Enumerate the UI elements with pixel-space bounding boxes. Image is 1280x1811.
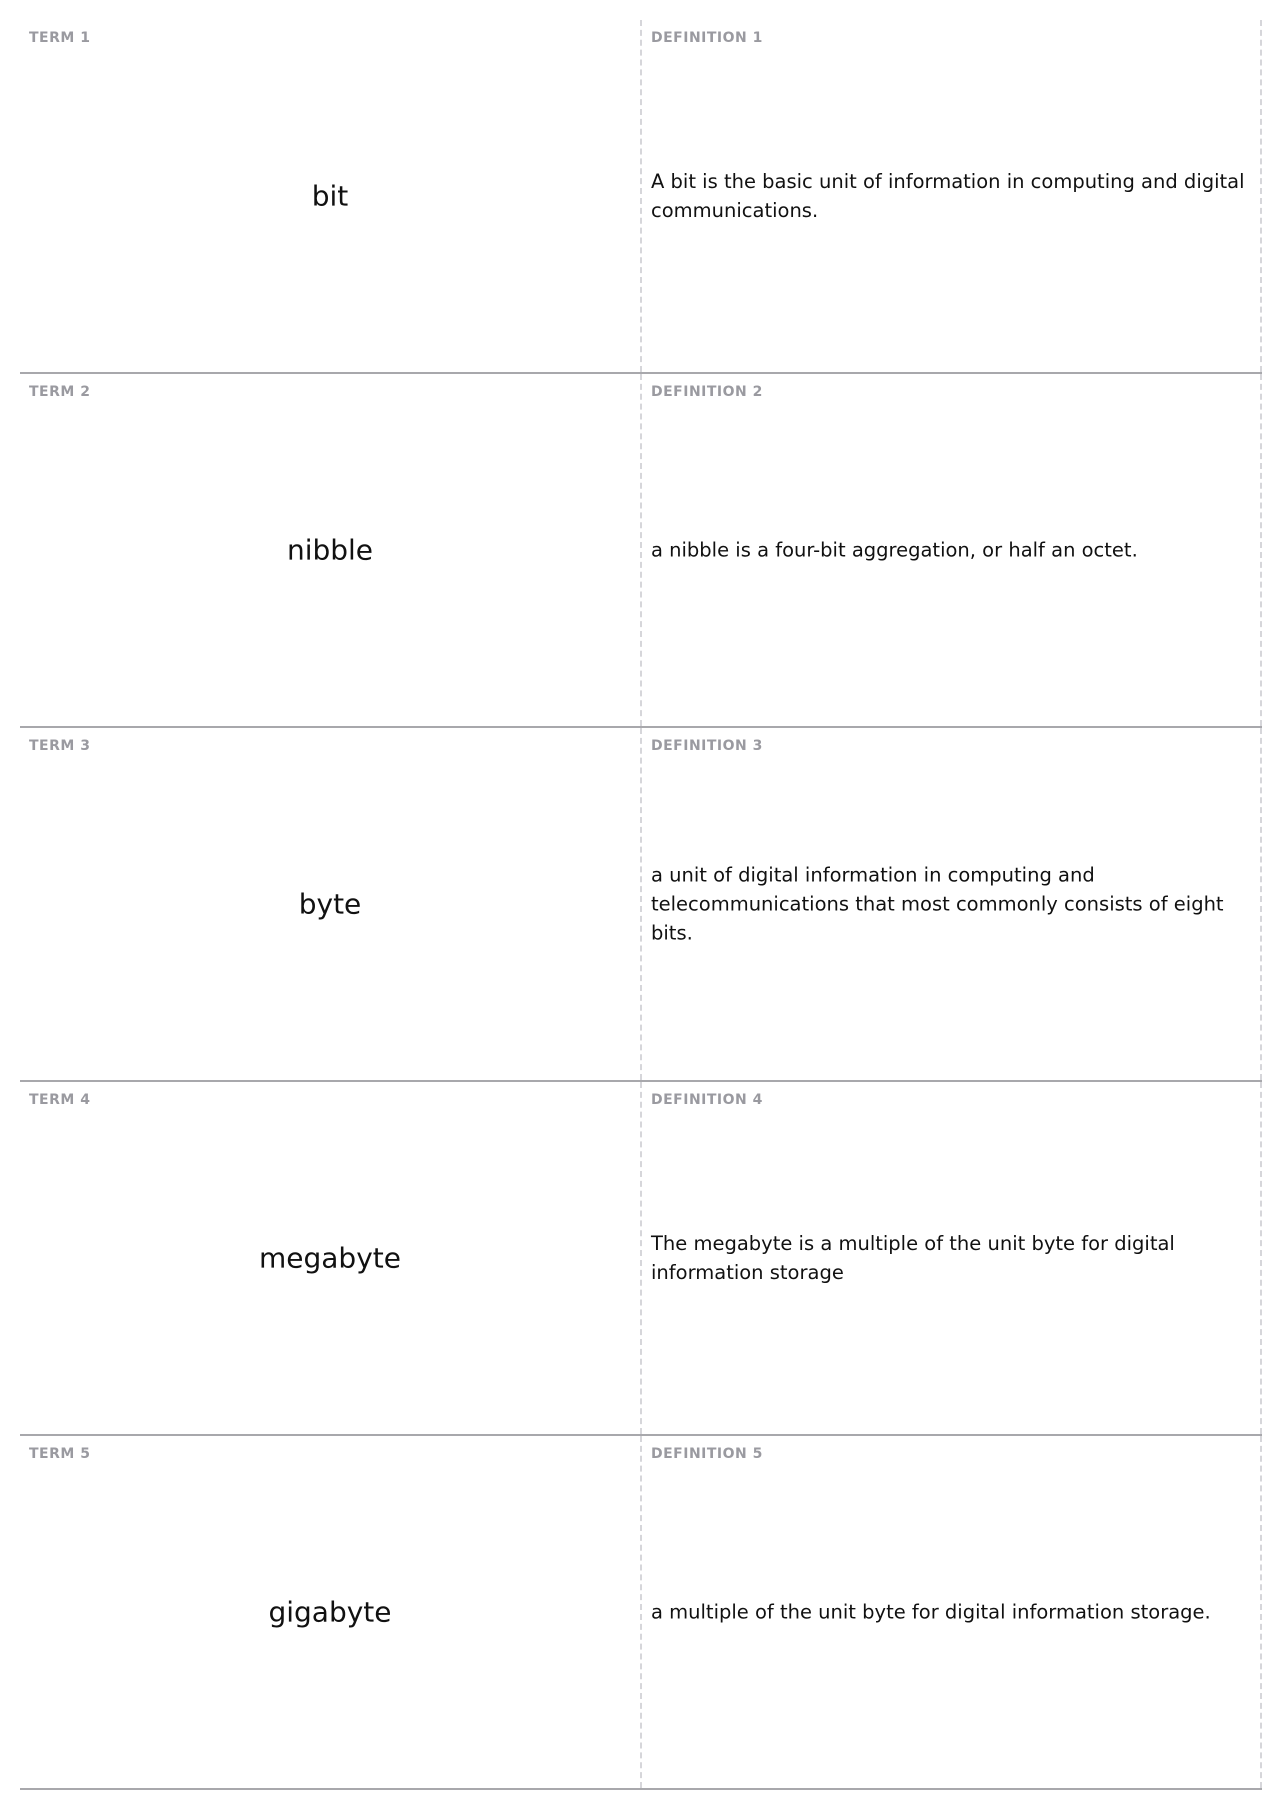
definition-text: a nibble is a four-bit aggregation, or half an octet. — [651, 538, 1138, 562]
term-label: TERM 3 — [29, 738, 91, 754]
definition-text: a multiple of the unit byte for digital information storage. — [651, 1600, 1211, 1624]
definition-text: A bit is the basic unit of information in computing and digital communications. — [651, 170, 1245, 222]
definition-cell — [642, 20, 1262, 372]
term-text: nibble — [286, 533, 374, 567]
definition-label: DEFINITION 1 — [651, 30, 763, 46]
term-cell — [20, 1082, 642, 1434]
definition-cell — [642, 728, 1262, 1080]
term-label: TERM 5 — [29, 1446, 91, 1462]
term-label: TERM 2 — [29, 384, 91, 400]
definition-text: a unit of digital information in computing and telecommunications that most commonly consists of eight bits. — [651, 863, 1224, 945]
definition-label: DEFINITION 3 — [651, 738, 763, 754]
term-text: byte — [298, 887, 362, 921]
flashcard-sheet — [20, 20, 1262, 1790]
flashcard-row — [20, 20, 1262, 374]
flashcard-row — [20, 1082, 1262, 1436]
term-cell — [20, 374, 642, 726]
definition-cell — [642, 374, 1262, 726]
definition-label: DEFINITION 5 — [651, 1446, 763, 1462]
definition-text: The megabyte is a multiple of the unit byte for digital information storage — [651, 1232, 1175, 1284]
term-label: TERM 1 — [29, 30, 91, 46]
flashcard-row — [20, 728, 1262, 1082]
term-cell — [20, 1436, 642, 1788]
definition-label: DEFINITION 4 — [651, 1092, 763, 1108]
flashcard-row — [20, 374, 1262, 728]
definition-label: DEFINITION 2 — [651, 384, 763, 400]
term-cell — [20, 728, 642, 1080]
definition-cell — [642, 1436, 1262, 1788]
flashcard-row — [20, 1436, 1262, 1790]
definition-cell — [642, 1082, 1262, 1434]
term-text: bit — [311, 179, 349, 213]
term-text: megabyte — [259, 1241, 401, 1275]
term-cell — [20, 20, 642, 372]
term-label: TERM 4 — [29, 1092, 91, 1108]
term-text: gigabyte — [268, 1595, 392, 1629]
